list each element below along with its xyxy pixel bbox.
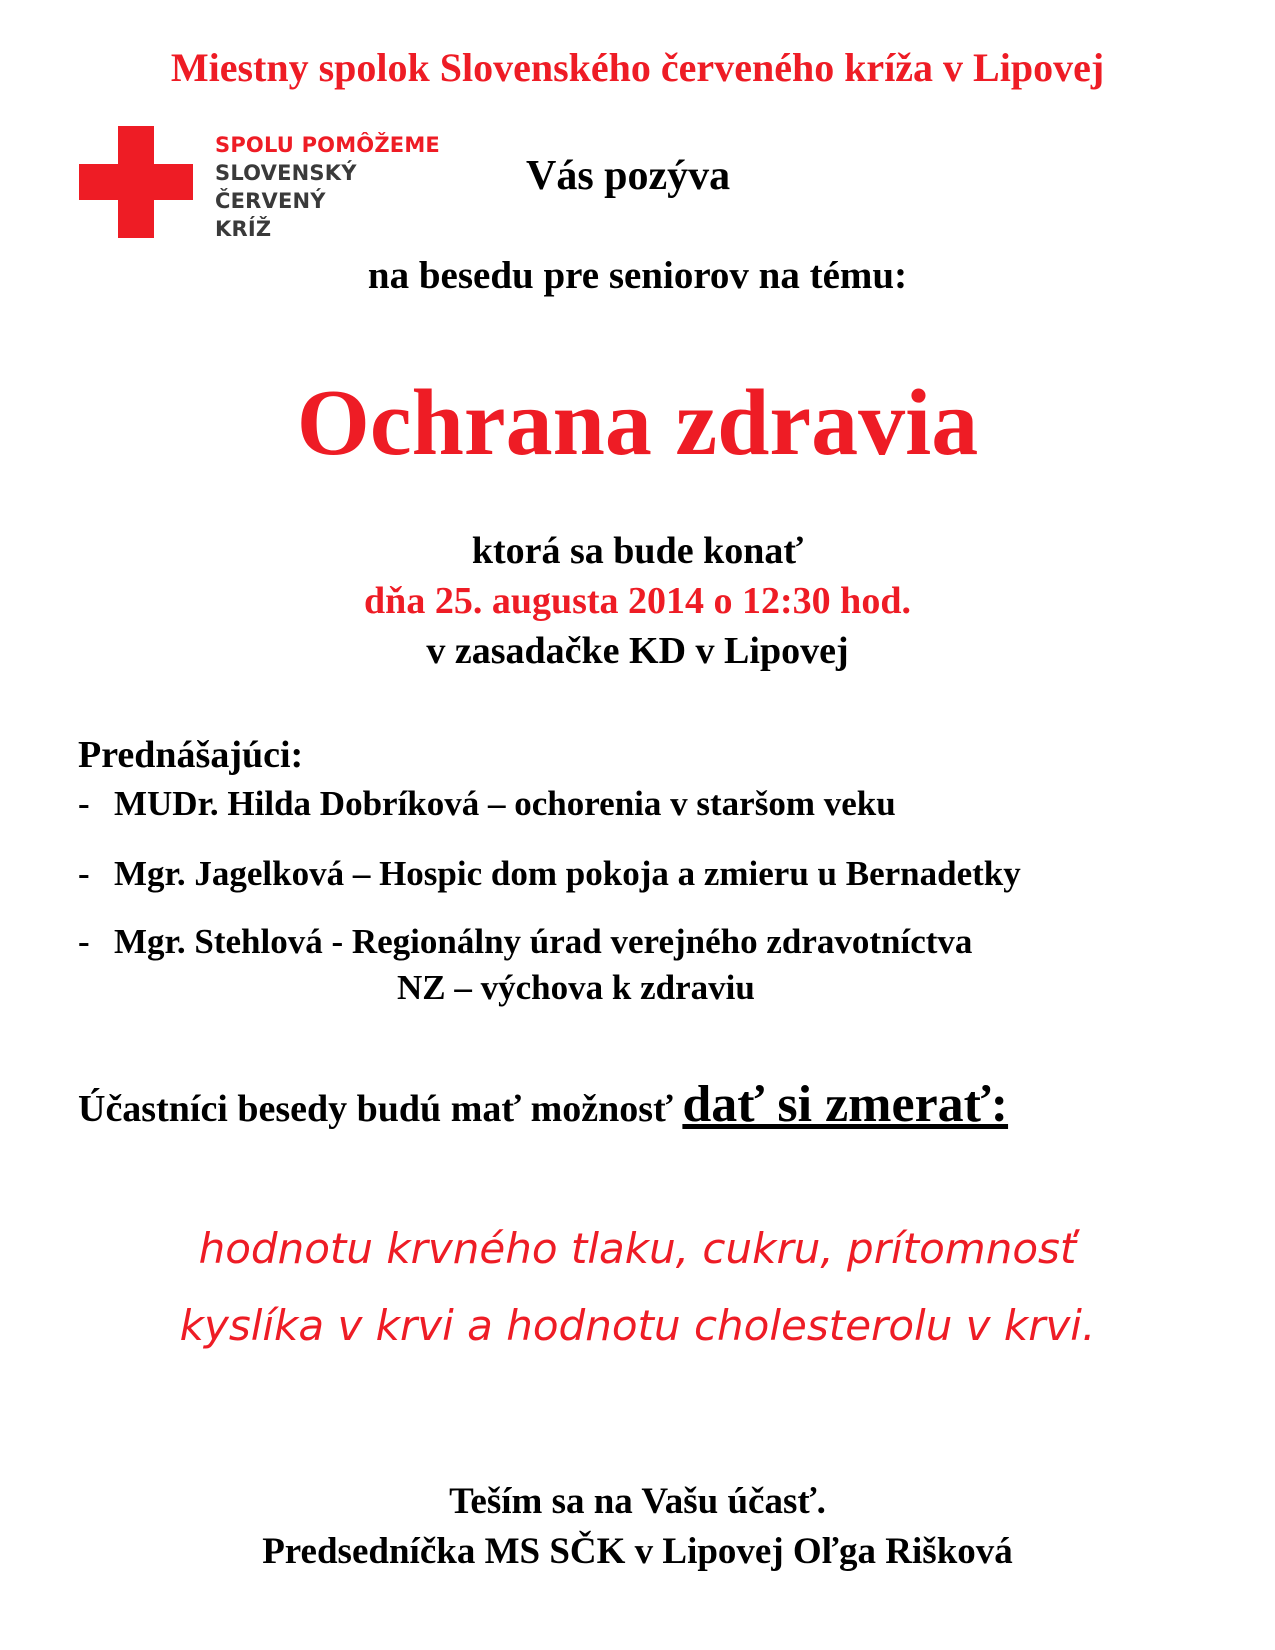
speaker-text: Mgr. Jagelková – Hospic dom pokoja a zmieru u Bernadetky (114, 854, 1021, 893)
speaker-item-continuation: NZ – výchova k zdraviu (397, 968, 755, 1007)
event-intro: ktorá sa bude konať (471, 530, 804, 572)
event-date: dňa 25. augusta 2014 o 12:30 hod. (364, 580, 911, 622)
logo-line-kriz: KRÍŽ (215, 217, 272, 241)
measurements-line-2: kyslíka v krvi a hodnotu cholesterolu v krvi. (179, 1301, 1096, 1350)
logo-line-cerveny: ČERVENÝ (215, 189, 326, 213)
logo-line-slovensky: SLOVENSKÝ (215, 161, 357, 185)
speaker-text: Mgr. Stehlová - Regionálny úrad verejného zdravotníctva (114, 922, 973, 961)
speaker-item: - MUDr. Hilda Dobríková – ochorenia v staršom veku (78, 784, 896, 823)
event-title: Ochrana zdravia (296, 371, 979, 475)
invite-text: Vás pozýva (526, 153, 731, 199)
speakers-heading: Prednášajúci: (78, 734, 304, 776)
event-place: v zasadačke KD v Lipovej (426, 630, 849, 672)
red-cross-logo (79, 126, 440, 242)
participants-emphasis: dať si zmerať: (682, 1076, 1009, 1133)
measurements-line-1: hodnotu krvného tlaku, cukru, prítomnosť (198, 1224, 1077, 1273)
intro-text: na besedu pre seniorov na tému: (367, 254, 908, 297)
logo-slogan: SPOLU POMÔŽEME (215, 133, 440, 157)
organization-title: Miestny spolok Slovenského červeného kríža v Lipovej (170, 45, 1105, 90)
closing-greeting: Teším sa na Vašu účasť. (449, 1481, 826, 1522)
participants-text: Účastníci besedy budú mať možnosť (78, 1088, 673, 1130)
participants-note (78, 1074, 1008, 1140)
red-cross-icon-bar (79, 164, 193, 200)
speaker-item: - Mgr. Jagelková – Hospic dom pokoja a zmieru u Bernadetky (78, 854, 1021, 893)
speaker-text: MUDr. Hilda Dobríková – ochorenia v staršom veku (114, 784, 896, 823)
closing-signature: Predsedníčka MS SČK v Lipovej Oľga Rišková (262, 1531, 1013, 1572)
logo-text (215, 131, 440, 243)
speaker-item: - Mgr. Stehlová - Regionálny úrad verejného zdravotníctva (78, 922, 973, 961)
